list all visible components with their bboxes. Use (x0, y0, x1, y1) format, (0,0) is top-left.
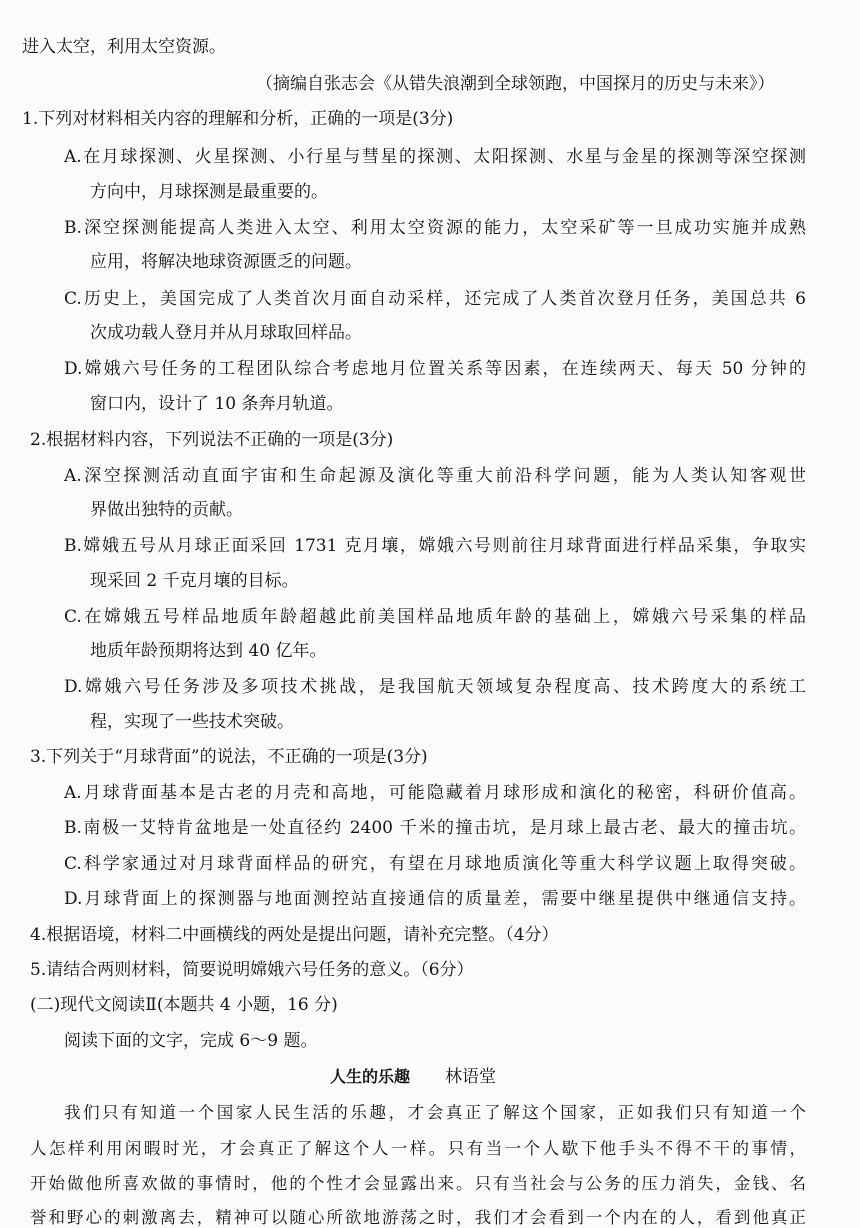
question-1-option-c-cont: 次成功载人登月并从月球取回样品。 (90, 323, 362, 343)
question-1-option-b: B.深空探测能提高人类进入太空、利用太空资源的能力，太空采矿等一旦成功实施并成熟 (64, 218, 806, 238)
article-line-4: 誉和野心的刺激离去，精神可以随心所欲地游荡之时，我们才会看到一个内在的人，看到他真正 (30, 1208, 806, 1227)
question-4: 4.根据语境，材料二中画横线的两处是提出问题，请补充完整。（4分） (30, 925, 559, 945)
article-title: 人生的乐趣 (330, 1067, 411, 1086)
source-citation: （摘编自张志会《从错失浪潮到全球领跑，中国探月的历史与未来》） (256, 74, 775, 94)
question-1-option-a-cont: 方向中，月球探测是最重要的。 (90, 182, 328, 202)
article-line-1: 我们只有知道一个国家人民生活的乐趣，才会真正了解这个国家，正如我们只有知道一个 (64, 1103, 806, 1122)
question-2-option-a: A.深空探测活动直面宇宙和生命起源及演化等重大前沿科学问题，能为人类认知客观世 (64, 466, 806, 486)
question-2-option-b-cont: 现采回 2 千克月壤的目标。 (90, 571, 299, 591)
section-heading: (二)现代文阅读Ⅱ(本题共 4 小题，16 分) (30, 995, 338, 1015)
question-1-option-b-cont: 应用，将解决地球资源匮乏的问题。 (90, 252, 362, 272)
question-2-option-a-cont: 界做出独特的贡献。 (90, 500, 243, 520)
question-1-option-a: A.在月球探测、火星探测、小行星与彗星的探测、太阳探测、水星与金星的探测等深空探测 (64, 147, 806, 167)
question-3-stem: 3.下列关于“月球背面”的说法，不正确的一项是(3分) (30, 747, 428, 767)
question-2-option-c-cont: 地质年龄预期将达到 40 亿年。 (90, 641, 327, 661)
question-2-option-c: C.在嫦娥五号样品地质年龄超越此前美国样品地质年龄的基础上，嫦娥六号采集的样品 (64, 607, 806, 627)
question-2-option-d-cont: 程，实现了一些技术突破。 (90, 712, 294, 732)
text-line-top: 进入太空，利用太空资源。 (22, 37, 226, 57)
question-2-option-d: D.嫦娥六号任务涉及多项技术挑战，是我国航天领域复杂程度高、技术跨度大的系统工 (64, 677, 806, 697)
reading-instruction: 阅读下面的文字，完成 6～9 题。 (64, 1031, 318, 1051)
question-1-option-d: D.嫦娥六号任务的工程团队综合考虑地月位置关系等因素，在连续两天、每天 50 分钟的 (64, 359, 806, 379)
question-3-option-a: A.月球背面基本是古老的月壳和高地，可能隐藏着月球形成和演化的秘密，科研价值高。 (64, 783, 806, 803)
question-1-option-c: C.历史上，美国完成了人类首次月面自动采样，还完成了人类首次登月任务，美国总共 6 (64, 289, 806, 309)
question-3-option-b: B.南极一艾特肯盆地是一处直径约 2400 千米的撞击坑，是月球上最古老、最大的撞击坑。 (64, 818, 806, 838)
question-3-option-c: C.科学家通过对月球背面样品的研究，有望在月球地质演化等重大科学议题上取得突破。 (64, 854, 806, 874)
article-line-3: 开始做他所喜欢做的事情时，他的个性才会显露出来。只有当社会与公务的压力消失，金钱、名 (30, 1174, 806, 1193)
article-line-2: 人怎样利用闲暇时光，才会真正了解这个人一样。只有当一个人歇下他手头不得不干的事情， (30, 1139, 806, 1158)
question-3-option-d: D.月球背面上的探测器与地面测控站直接通信的质量差，需要中继星提供中继通信支持。 (64, 889, 806, 909)
question-2-stem: 2.根据材料内容，下列说法不正确的一项是(3分) (30, 430, 394, 450)
question-1-stem: 1.下列对材料相关内容的理解和分析，正确的一项是(3分) (22, 109, 454, 129)
question-2-option-b: B.嫦娥五号从月球正面采回 1731 克月壤，嫦娥六号则前往月球背面进行样品采集，争取实 (64, 536, 806, 556)
article-author: 林语堂 (445, 1067, 496, 1087)
question-5: 5.请结合两则材料，简要说明嫦娥六号任务的意义。（6分） (30, 960, 474, 980)
question-1-option-d-cont: 窗口内，设计了 10 条奔月轨道。 (90, 394, 344, 414)
